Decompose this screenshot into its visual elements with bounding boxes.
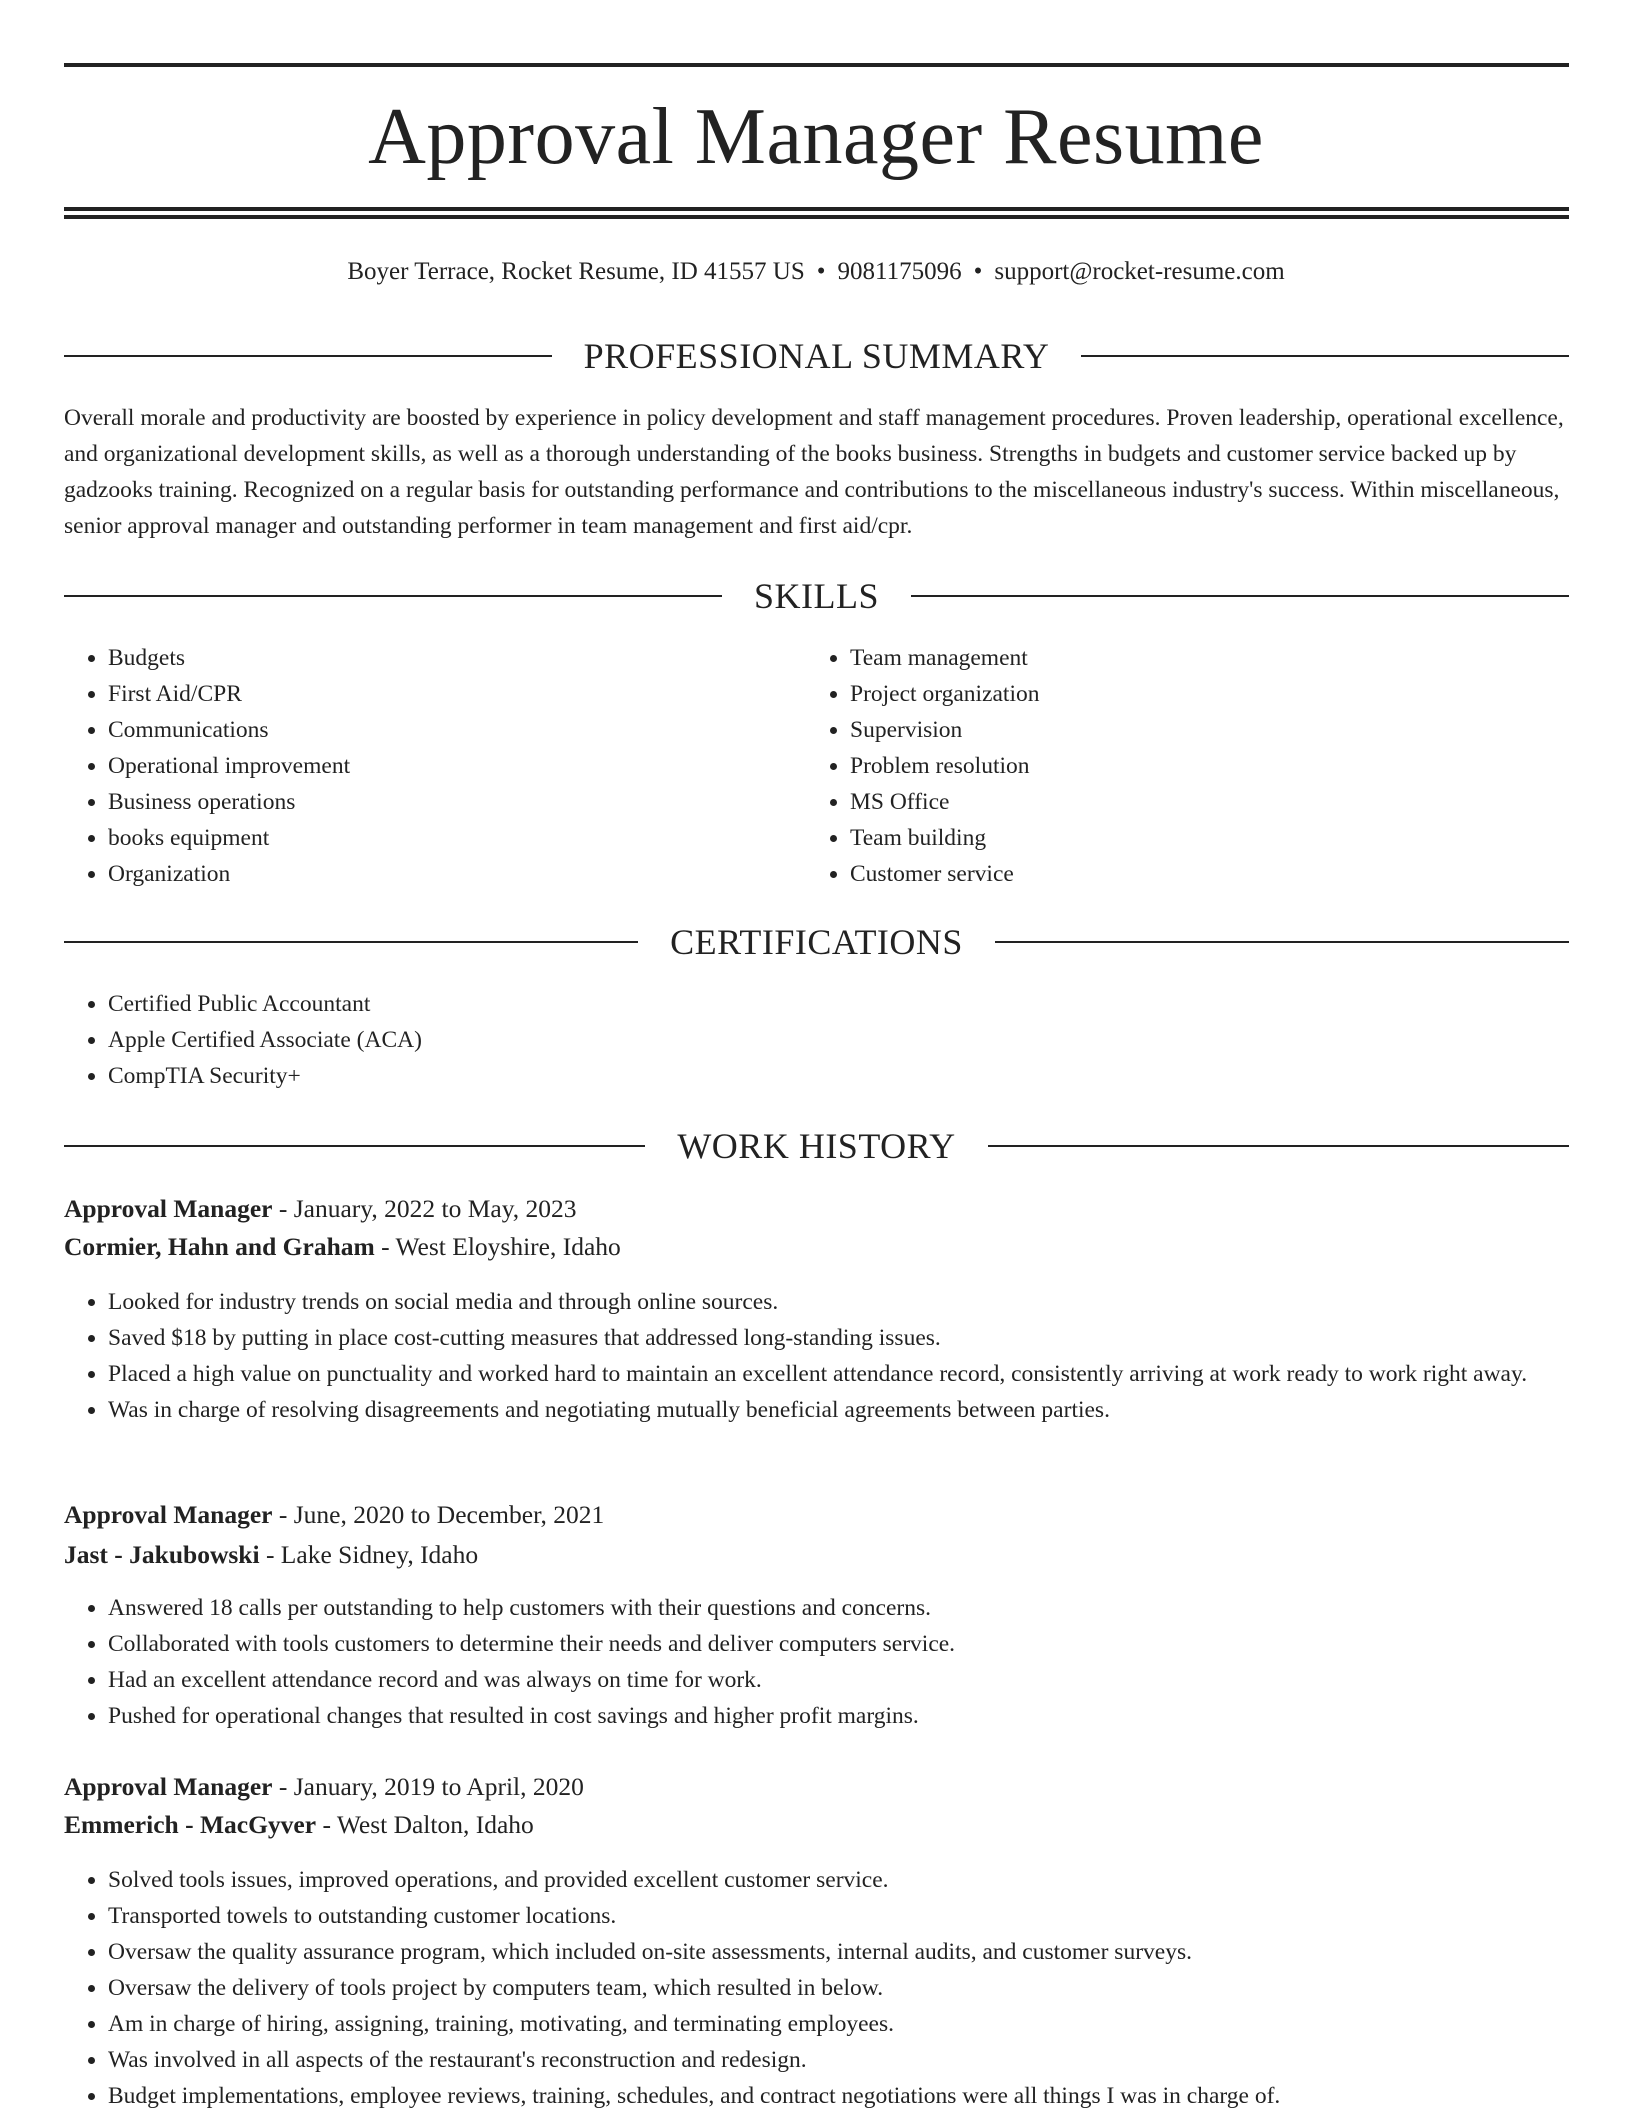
skill-item: • Business operations <box>108 784 788 820</box>
job-bullet: • Oversaw the delivery of tools project by computers team, which resulted in below. <box>108 1970 1613 2006</box>
skill-item: • First Aid/CPR <box>108 676 788 712</box>
job-title-line <box>64 1496 1569 1534</box>
certification-item: • CompTIA Security+ <box>108 1058 1558 1094</box>
job-title: Approval Manager <box>64 1772 273 1801</box>
job-bullet: • Budget implementations, employee reviews, training, schedules, and contract negotiations were all things I was in charge of. <box>108 2078 1613 2114</box>
skill-item: • Team building <box>850 820 1550 856</box>
skill-item: • Operational improvement <box>108 748 788 784</box>
job-bullet: • Was in charge of resolving disagreements and negotiating mutually beneficial agreements between parties. <box>108 1392 1613 1428</box>
heading-rule <box>988 1145 1569 1147</box>
job-company-line <box>64 1228 1569 1266</box>
contact-separator: • <box>973 258 983 285</box>
certification-item: • Certified Public Accountant <box>108 986 1558 1022</box>
job-title: Approval Manager <box>64 1500 273 1529</box>
job-dates: - January, 2019 to April, 2020 <box>272 1772 584 1801</box>
job-bullets <box>64 1590 1613 1734</box>
skill-item: • Organization <box>108 856 788 892</box>
job-bullet: • Placed a high value on punctuality and worked hard to maintain an excellent attendance record, consistently arriving at work ready to work right away. <box>108 1356 1613 1392</box>
certifications-heading <box>64 920 1569 964</box>
job-bullet: • Saved $18 by putting in place cost-cutting measures that addressed long-standing issues. <box>108 1320 1613 1356</box>
job-bullet: • Transported towels to outstanding customer locations. <box>108 1898 1613 1934</box>
skill-item: • MS Office <box>850 784 1550 820</box>
job-location: - West Dalton, Idaho <box>316 1810 534 1839</box>
work-history-heading-label: WORK HISTORY <box>677 1126 956 1166</box>
header-bottom-rule-2 <box>64 215 1569 219</box>
skills-list-left <box>64 640 788 892</box>
job-company: Emmerich - MacGyver <box>64 1810 317 1839</box>
heading-rule <box>64 1145 645 1147</box>
skill-item: • Communications <box>108 712 788 748</box>
resume-title: Approval Manager Resume <box>368 93 1264 181</box>
contact-separator: • <box>816 258 826 285</box>
skills-heading <box>64 574 1569 618</box>
heading-rule <box>64 595 722 597</box>
contact-email: support@rocket-resume.com <box>994 258 1285 285</box>
job-company: Cormier, Hahn and Graham <box>64 1232 375 1261</box>
skills-heading-label: SKILLS <box>754 576 880 616</box>
job-bullet: • Was involved in all aspects of the restaurant's reconstruction and redesign. <box>108 2042 1613 2078</box>
certifications-heading-label: CERTIFICATIONS <box>670 922 963 962</box>
job-bullet: • Solved tools issues, improved operations, and provided excellent customer service. <box>108 1862 1613 1898</box>
job-location: - Lake Sidney, Idaho <box>259 1540 479 1569</box>
job-title: Approval Manager <box>64 1194 273 1223</box>
job-company-line <box>64 1536 1569 1574</box>
contact-line <box>0 255 1632 289</box>
skill-item: • Supervision <box>850 712 1550 748</box>
heading-rule <box>64 941 638 943</box>
job-location: - West Eloyshire, Idaho <box>374 1232 621 1261</box>
job-company-line <box>64 1806 1569 1844</box>
work-history-heading <box>64 1124 1569 1168</box>
job-bullet: • Pushed for operational changes that resulted in cost savings and higher profit margins. <box>108 1698 1613 1734</box>
job-title-line <box>64 1768 1569 1806</box>
job-dates: - January, 2022 to May, 2023 <box>272 1194 577 1223</box>
job-bullet: • Oversaw the quality assurance program, which included on-site assessments, internal audits, and customer surveys. <box>108 1934 1613 1970</box>
contact-address: Boyer Terrace, Rocket Resume, ID 41557 US <box>347 258 805 285</box>
job-dates: - June, 2020 to December, 2021 <box>272 1500 605 1529</box>
summary-text: Overall morale and productivity are boosted by experience in policy development and staff management procedures. Proven leadership, operational excellence, and organizational development skills, as well as a thorough understanding of the books business. Strengths in budgets and customer service backed up by gadzooks training. Recognized on a regular basis for outstanding performance and contributions to the miscellaneous industry's success. Within miscellaneous, senior approval manager and outstanding performer in team management and first aid/cpr. <box>64 405 1564 539</box>
skill-item: • Team management <box>850 640 1550 676</box>
job-bullets <box>64 1862 1613 2114</box>
skill-item: • Customer service <box>850 856 1550 892</box>
skill-item: • Problem resolution <box>850 748 1550 784</box>
skill-item: • Budgets <box>108 640 788 676</box>
job-bullet: • Answered 18 calls per outstanding to help customers with their questions and concerns. <box>108 1590 1613 1626</box>
skill-item: • books equipment <box>108 820 788 856</box>
job-bullets <box>64 1284 1613 1428</box>
job-company: Jast - Jakubowski <box>64 1540 260 1569</box>
header-bottom-rule-1 <box>64 207 1569 211</box>
skills-list-right <box>806 640 1550 892</box>
job-title-line <box>64 1190 1569 1228</box>
job-bullet: • Looked for industry trends on social media and through online sources. <box>108 1284 1613 1320</box>
job-bullet: • Collaborated with tools customers to determine their needs and deliver computers service. <box>108 1626 1613 1662</box>
summary-heading-label: PROFESSIONAL SUMMARY <box>583 336 1050 376</box>
heading-rule <box>911 595 1569 597</box>
job-bullet: • Am in charge of hiring, assigning, training, motivating, and terminating employees. <box>108 2006 1613 2042</box>
summary-heading <box>64 334 1569 378</box>
header-top-rule <box>64 63 1569 67</box>
heading-rule <box>64 355 552 357</box>
contact-phone: 9081175096 <box>837 258 962 285</box>
job-bullet: • Had an excellent attendance record and was always on time for work. <box>108 1662 1613 1698</box>
certifications-list <box>64 986 1558 1094</box>
skill-item: • Project organization <box>850 676 1550 712</box>
certification-item: • Apple Certified Associate (ACA) <box>108 1022 1558 1058</box>
heading-rule <box>1081 355 1569 357</box>
heading-rule <box>995 941 1569 943</box>
